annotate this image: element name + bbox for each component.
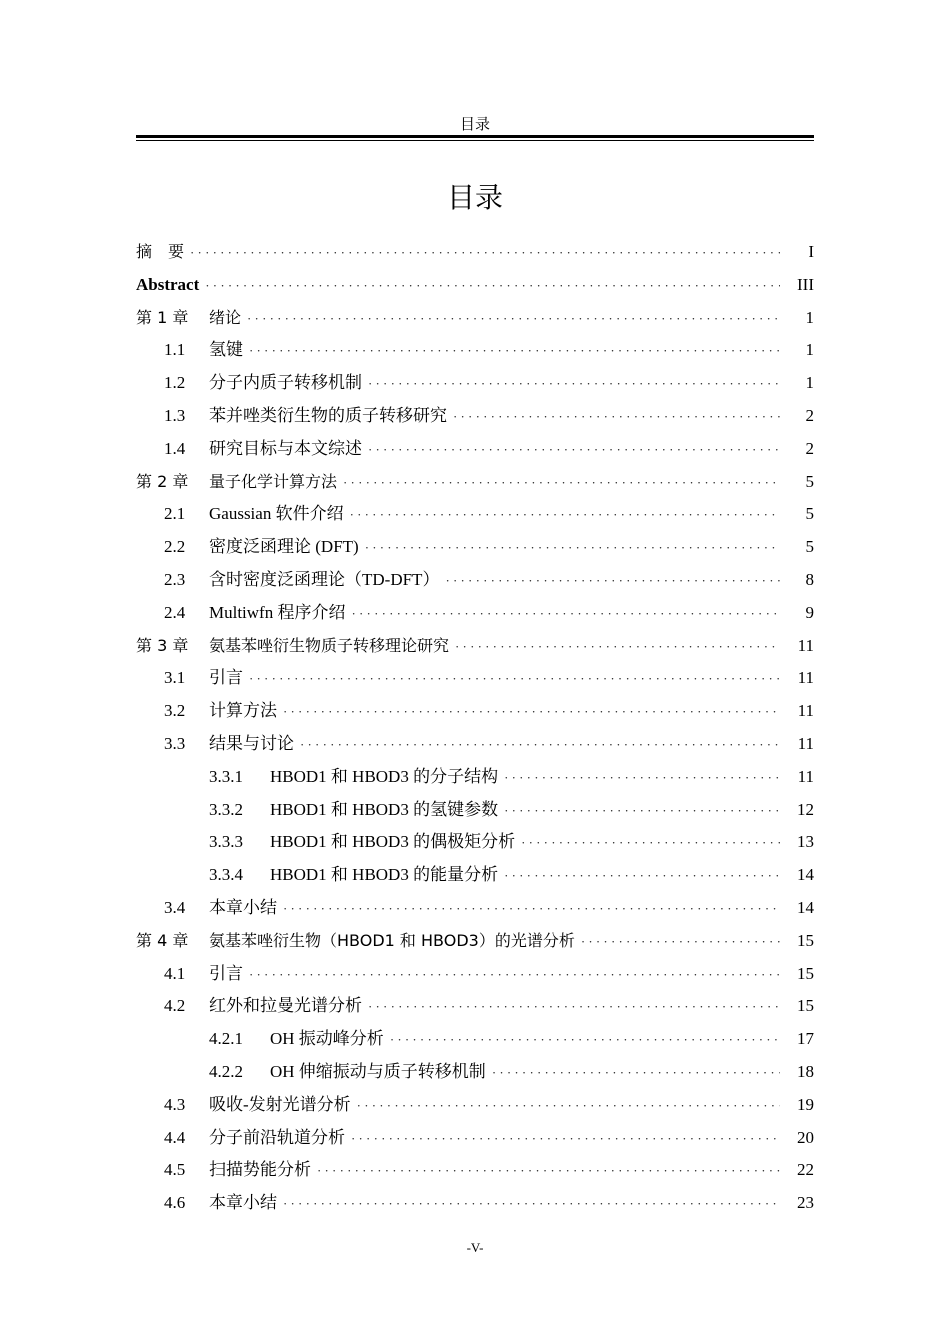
toc-entry-title: 含时密度泛函理论（TD-DFT） bbox=[209, 569, 440, 589]
dot-leader bbox=[455, 635, 780, 659]
toc-entry-number: 摘 要 bbox=[136, 242, 185, 261]
header-rule-thin bbox=[136, 140, 814, 141]
toc-entry-title: 引言 bbox=[209, 668, 243, 688]
toc-entry[interactable] bbox=[136, 994, 814, 1027]
toc-entry-title: 计算方法 bbox=[209, 701, 277, 721]
toc-entry-page: 14 bbox=[797, 865, 814, 885]
toc-entry[interactable] bbox=[136, 798, 814, 831]
toc-entry[interactable] bbox=[136, 863, 814, 896]
page-number: -V- bbox=[466, 1240, 484, 1255]
toc-entry-number: 4.3 bbox=[164, 1094, 186, 1114]
toc-entry[interactable] bbox=[136, 1060, 814, 1093]
toc-entry-number: 3.3.4 bbox=[209, 865, 243, 885]
toc-entry-number: 第 4 章 bbox=[136, 930, 189, 950]
toc-entry[interactable] bbox=[136, 470, 814, 503]
toc-entry[interactable] bbox=[136, 1027, 814, 1060]
toc-entry[interactable] bbox=[136, 1191, 814, 1224]
dot-leader bbox=[357, 1094, 780, 1118]
toc-entry[interactable] bbox=[136, 273, 814, 306]
dot-leader bbox=[283, 1192, 780, 1216]
dot-leader bbox=[350, 503, 780, 527]
toc-entry-number: 1.1 bbox=[164, 340, 186, 360]
toc-entry-page: 8 bbox=[805, 569, 814, 589]
dot-leader bbox=[283, 700, 780, 724]
dot-leader bbox=[249, 339, 780, 363]
toc-entry-title: 氨基苯唑衍生物（HBOD1 和 HBOD3）的光谱分析 bbox=[209, 930, 575, 950]
toc-entry-number: 4.2.2 bbox=[209, 1061, 243, 1081]
dot-leader bbox=[368, 438, 780, 462]
toc-entry-page: 20 bbox=[797, 1127, 814, 1147]
dot-leader bbox=[390, 1028, 780, 1052]
toc-entry[interactable] bbox=[136, 502, 814, 535]
toc-entry-number: 4.5 bbox=[164, 1160, 186, 1180]
dot-leader bbox=[368, 372, 780, 396]
dot-leader bbox=[445, 569, 780, 593]
toc-entry-page: III bbox=[797, 274, 814, 294]
toc-entry-title: 量子化学计算方法 bbox=[209, 471, 338, 491]
toc-entry-number: 4.6 bbox=[164, 1193, 186, 1213]
toc-entry-number: 3.3.3 bbox=[209, 832, 243, 852]
toc-entry-title: 本章小结 bbox=[209, 897, 277, 917]
toc-entry[interactable] bbox=[136, 634, 814, 667]
toc-entry-title: 本章小结 bbox=[209, 1193, 277, 1213]
toc-entry-page: 17 bbox=[797, 1029, 814, 1049]
toc-entry-number: 2.3 bbox=[164, 569, 186, 589]
dot-leader bbox=[581, 930, 780, 954]
dot-leader bbox=[190, 241, 780, 265]
toc-entry-page: 15 bbox=[797, 996, 814, 1016]
dot-leader bbox=[343, 471, 780, 495]
toc-entry-number: 2.2 bbox=[164, 537, 186, 557]
toc-entry-number: 3.4 bbox=[164, 897, 186, 917]
toc-entry-title: 研究目标与本文综述 bbox=[209, 438, 362, 458]
dot-leader bbox=[300, 733, 780, 757]
toc-entry-title: 分子前沿轨道分析 bbox=[209, 1127, 345, 1147]
dot-leader bbox=[351, 602, 780, 626]
dot-leader bbox=[247, 307, 780, 331]
toc-entry[interactable] bbox=[136, 404, 814, 437]
toc-entry-number: 1.3 bbox=[164, 405, 186, 425]
toc-entry-title: 红外和拉曼光谱分析 bbox=[209, 996, 362, 1016]
toc-entry-number: 3.3 bbox=[164, 733, 186, 753]
toc-entry[interactable] bbox=[136, 240, 814, 273]
toc-entry[interactable] bbox=[136, 535, 814, 568]
toc-entry-page: 22 bbox=[797, 1160, 814, 1180]
toc-entry-page: 14 bbox=[797, 897, 814, 917]
toc-entry-page: 11 bbox=[797, 766, 814, 786]
dot-leader bbox=[521, 831, 780, 855]
toc-entry-number: 1.4 bbox=[164, 438, 186, 458]
toc-entry[interactable] bbox=[136, 601, 814, 634]
toc-entry-number: 1.2 bbox=[164, 373, 186, 393]
toc-entry-page: 15 bbox=[797, 930, 814, 950]
toc-entry-title: OH 振动峰分析 bbox=[270, 1029, 384, 1049]
toc-entry[interactable] bbox=[136, 896, 814, 929]
toc-entry-title: Gaussian 软件介绍 bbox=[209, 504, 344, 524]
toc-entry[interactable] bbox=[136, 962, 814, 995]
dot-leader bbox=[504, 799, 780, 823]
toc-entry-page: 11 bbox=[797, 701, 814, 721]
page-title: 目录 bbox=[446, 181, 503, 214]
toc-entry[interactable] bbox=[136, 765, 814, 798]
dot-leader bbox=[351, 1127, 780, 1151]
toc-entry-title: HBOD1 和 HBOD3 的氢键参数 bbox=[270, 799, 499, 819]
toc-entry-page: 2 bbox=[805, 405, 814, 425]
toc-entry-title: OH 伸缩振动与质子转移机制 bbox=[270, 1061, 486, 1081]
toc-entry-number: 4.2 bbox=[164, 996, 186, 1016]
header-rule-thick bbox=[136, 135, 814, 138]
toc-entry-title: Abstract bbox=[136, 274, 200, 294]
toc-entry-page: 15 bbox=[797, 963, 814, 983]
toc-entry-number: 3.2 bbox=[164, 701, 186, 721]
toc-entry-number: 2.1 bbox=[164, 504, 186, 524]
toc-entry-page: 23 bbox=[797, 1193, 814, 1213]
toc-entry-page: I bbox=[808, 242, 814, 261]
toc-entry-page: 18 bbox=[797, 1061, 814, 1081]
toc-entry-page: 19 bbox=[797, 1094, 814, 1114]
toc-entry-number: 3.3.1 bbox=[209, 766, 243, 786]
table-of-contents bbox=[136, 240, 814, 1224]
toc-entry-title: 引言 bbox=[209, 963, 243, 983]
toc-entry[interactable] bbox=[136, 830, 814, 863]
toc-entry-page: 1 bbox=[805, 340, 814, 360]
toc-entry[interactable] bbox=[136, 1126, 814, 1159]
toc-entry-number: 2.4 bbox=[164, 602, 186, 622]
toc-entry[interactable] bbox=[136, 1158, 814, 1191]
toc-entry-number: 3.1 bbox=[164, 668, 186, 688]
toc-entry[interactable] bbox=[136, 338, 814, 371]
dot-leader bbox=[283, 897, 780, 921]
toc-entry-number: 第 2 章 bbox=[136, 471, 189, 491]
dot-leader bbox=[504, 766, 780, 790]
toc-entry-number: 4.4 bbox=[164, 1127, 186, 1147]
toc-entry-title: 氨基苯唑衍生物质子转移理论研究 bbox=[209, 635, 450, 655]
toc-entry-title: 分子内质子转移机制 bbox=[209, 373, 362, 393]
toc-entry-number: 4.2.1 bbox=[209, 1029, 243, 1049]
toc-entry[interactable] bbox=[136, 1093, 814, 1126]
toc-entry-page: 12 bbox=[797, 799, 814, 819]
toc-entry-title: Multiwfn 程序介绍 bbox=[209, 602, 346, 622]
toc-entry-title: 苯并唑类衍生物的质子转移研究 bbox=[209, 405, 447, 425]
toc-entry-title: 扫描势能分析 bbox=[209, 1160, 311, 1180]
toc-entry[interactable] bbox=[136, 568, 814, 601]
toc-entry-page: 11 bbox=[797, 635, 814, 655]
toc-entry-title: 结果与讨论 bbox=[209, 733, 294, 753]
toc-entry-page: 5 bbox=[805, 504, 814, 524]
dot-leader bbox=[249, 667, 780, 691]
dot-leader bbox=[492, 1061, 780, 1085]
toc-entry[interactable] bbox=[136, 732, 814, 765]
toc-entry-title: 绪论 bbox=[209, 307, 242, 327]
toc-entry-title: 吸收-发射光谱分析 bbox=[209, 1094, 351, 1114]
toc-entry-page: 1 bbox=[805, 373, 814, 393]
toc-entry[interactable] bbox=[136, 306, 814, 339]
dot-leader bbox=[504, 864, 780, 888]
toc-entry-page: 9 bbox=[805, 602, 814, 622]
toc-entry-number: 4.1 bbox=[164, 963, 186, 983]
toc-entry-page: 13 bbox=[797, 832, 814, 852]
toc-entry-number: 第 3 章 bbox=[136, 635, 189, 655]
toc-entry-number: 3.3.2 bbox=[209, 799, 243, 819]
toc-entry[interactable] bbox=[136, 929, 814, 962]
toc-entry-page: 2 bbox=[805, 438, 814, 458]
running-header: 目录 bbox=[459, 117, 490, 133]
toc-entry-number: 第 1 章 bbox=[136, 307, 189, 327]
toc-entry-title: 氢键 bbox=[209, 340, 243, 360]
toc-entry-title: HBOD1 和 HBOD3 的偶极矩分析 bbox=[270, 832, 516, 852]
dot-leader bbox=[249, 963, 780, 987]
toc-entry-page: 11 bbox=[797, 733, 814, 753]
toc-entry-title: 密度泛函理论 (DFT) bbox=[209, 537, 359, 557]
dot-leader bbox=[205, 274, 780, 298]
toc-entry[interactable] bbox=[136, 666, 814, 699]
toc-entry-page: 5 bbox=[805, 537, 814, 557]
toc-entry[interactable] bbox=[136, 371, 814, 404]
dot-leader bbox=[453, 405, 780, 429]
dot-leader bbox=[365, 536, 780, 560]
dot-leader bbox=[317, 1159, 780, 1183]
dot-leader bbox=[368, 995, 780, 1019]
toc-entry-page: 5 bbox=[805, 471, 814, 491]
toc-entry[interactable] bbox=[136, 699, 814, 732]
toc-entry-title: HBOD1 和 HBOD3 的分子结构 bbox=[270, 766, 499, 786]
toc-entry-title: HBOD1 和 HBOD3 的能量分析 bbox=[270, 865, 499, 885]
toc-entry-page: 11 bbox=[797, 668, 814, 688]
toc-entry-page: 1 bbox=[805, 307, 814, 327]
toc-entry[interactable] bbox=[136, 437, 814, 470]
